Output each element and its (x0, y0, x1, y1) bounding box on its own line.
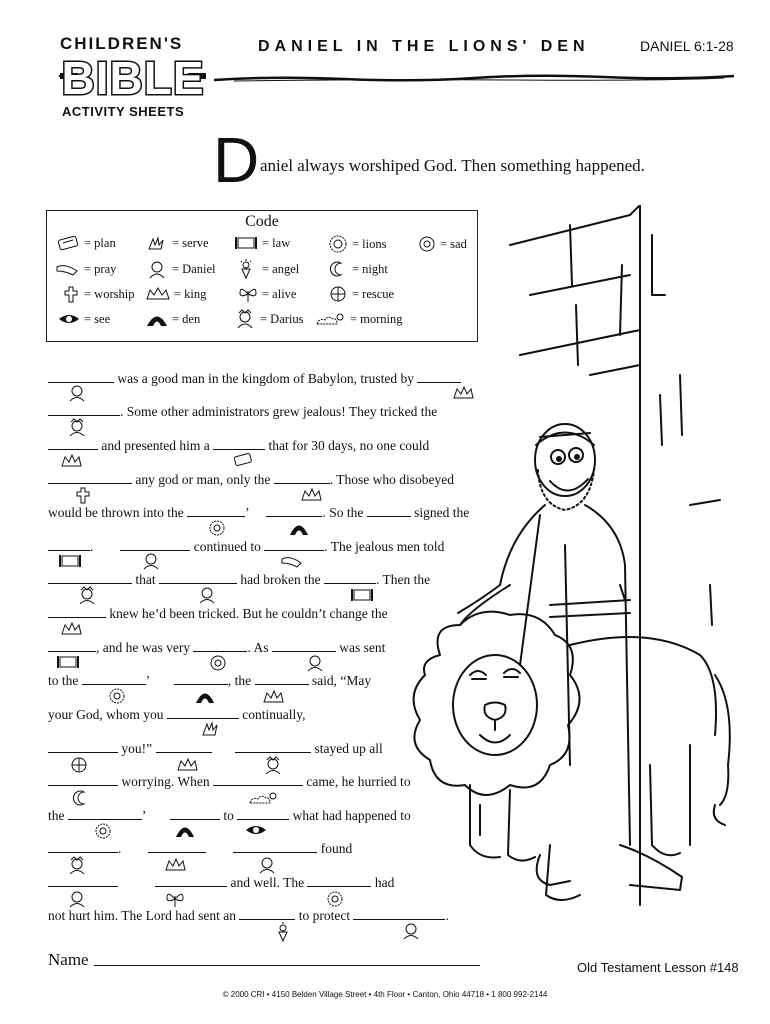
story-line-15 (48, 840, 352, 857)
answer-blank[interactable] (233, 840, 317, 853)
code-item-darius (233, 309, 304, 329)
intro-text: aniel always worshiped God. Then something happened. (260, 156, 645, 175)
alive-icon (164, 890, 186, 908)
code-item-worship (61, 285, 134, 303)
morning-icon (248, 790, 280, 806)
answer-blank[interactable] (255, 672, 309, 685)
answer-blank[interactable] (48, 639, 96, 652)
daniel-icon (66, 384, 88, 402)
story-line-17 (48, 907, 449, 924)
answer-blank[interactable] (148, 840, 206, 853)
story-text: what had happened to (289, 808, 411, 823)
code-item-serve (145, 235, 209, 251)
darius-icon (262, 756, 284, 774)
story-text: . (90, 539, 94, 554)
code-item-pray (55, 261, 116, 277)
answer-blank[interactable] (324, 571, 376, 584)
story-text: . The jealous men told (324, 539, 445, 554)
story-line-12 (48, 740, 383, 757)
law-icon (56, 654, 80, 670)
king-icon (176, 756, 198, 774)
code-item-rescue (327, 285, 394, 303)
story-text: to (220, 808, 238, 823)
rescue-icon (68, 756, 90, 774)
darius-icon (66, 856, 88, 874)
daniel-icon (304, 654, 326, 672)
story-text: . As (247, 640, 272, 655)
law-icon (233, 235, 259, 251)
rescue-icon (327, 285, 349, 303)
code-item-see (57, 311, 110, 327)
answer-blank[interactable] (170, 807, 220, 820)
daniel-lion-illustration (390, 205, 760, 925)
pray-icon (55, 261, 81, 277)
serve-icon (145, 235, 169, 251)
law-icon (58, 553, 82, 569)
story-text: ’ (245, 505, 250, 520)
den-icon (174, 822, 196, 838)
law-icon (350, 587, 374, 603)
answer-blank[interactable] (174, 672, 228, 685)
answer-blank[interactable] (237, 807, 289, 820)
answer-blank[interactable] (82, 672, 146, 685)
see-icon (244, 822, 268, 838)
code-item-king (145, 285, 206, 303)
sad-icon (208, 654, 228, 672)
lions-icon (106, 687, 128, 705)
den-icon (145, 311, 169, 327)
story-text: the (48, 808, 68, 823)
king-icon (60, 620, 82, 638)
see-icon (57, 311, 81, 327)
story-line-10 (48, 672, 371, 689)
story-text: . So the (322, 505, 367, 520)
code-label: = Daniel (172, 261, 216, 276)
plan-icon (55, 235, 81, 251)
darius-icon (233, 309, 257, 329)
alive-icon (237, 285, 259, 303)
answer-blank[interactable] (213, 773, 303, 786)
story-line-13 (48, 773, 411, 790)
answer-blank[interactable] (239, 907, 295, 920)
answer-blank[interactable] (48, 740, 118, 753)
answer-blank[interactable] (213, 437, 265, 450)
header-rule (214, 72, 734, 84)
logo-top-text: CHILDREN'S (60, 34, 184, 53)
code-item-alive (237, 285, 296, 303)
answer-blank[interactable] (235, 740, 311, 753)
story-text: was a good man in the kingdom of Babylon, trusted by (114, 371, 418, 386)
answer-blank[interactable] (120, 538, 190, 551)
name-label: Name (48, 950, 89, 969)
story-text: and well. The (227, 875, 308, 890)
intro-drop-cap: D (213, 124, 260, 196)
king-icon (262, 688, 284, 706)
code-item-daniel (145, 259, 216, 279)
answer-blank[interactable] (272, 639, 336, 652)
story-text: knew he’d been tricked. But he couldn’t change the (106, 606, 388, 621)
lions-icon (206, 519, 228, 537)
code-label: = worship (84, 286, 135, 301)
king-icon (60, 452, 82, 470)
answer-blank[interactable] (68, 807, 142, 820)
story-text: to the (48, 673, 82, 688)
daniel-icon (145, 259, 169, 279)
story-text: signed the (410, 505, 470, 520)
story-text: . Those who disobeyed (329, 472, 454, 487)
angel-icon (272, 922, 294, 942)
answer-blank[interactable] (156, 740, 212, 753)
story-text: continued to (190, 539, 265, 554)
lions-icon (324, 890, 346, 908)
answer-blank[interactable] (48, 538, 90, 551)
scripture-reference: DANIEL 6:1-28 (640, 38, 734, 54)
answer-blank[interactable] (48, 437, 98, 450)
answer-blank[interactable] (48, 773, 118, 786)
king-icon (145, 285, 171, 303)
story-text: not hurt him. The Lord had sent an (48, 908, 240, 923)
story-text: would be thrown into the (48, 505, 188, 520)
code-label: = pray (84, 261, 117, 276)
den-icon (288, 520, 310, 536)
code-label: = angel (262, 261, 300, 276)
story-text: . (445, 908, 449, 923)
darius-icon (66, 418, 88, 436)
answer-blank[interactable] (159, 571, 237, 584)
daniel-icon (256, 856, 278, 874)
lions-icon (327, 235, 349, 253)
answer-blank[interactable] (48, 840, 118, 853)
story-text: worrying. When (118, 774, 213, 789)
answer-blank[interactable] (155, 874, 227, 887)
answer-blank[interactable] (274, 471, 330, 484)
answer-blank[interactable] (48, 571, 132, 584)
code-label: = serve (172, 235, 209, 250)
lesson-number: Old Testament Lesson #148 (577, 960, 739, 975)
story-text: you!” (118, 741, 156, 756)
story-text: your God, whom you (48, 707, 167, 722)
answer-blank[interactable] (48, 605, 106, 618)
code-label: = Darius (260, 311, 304, 326)
logo-bottom-text: ACTIVITY SHEETS (62, 104, 185, 119)
story-text: found (317, 841, 353, 856)
story-text: was sent (335, 640, 386, 655)
answer-blank[interactable] (193, 639, 247, 652)
daniel-icon (66, 890, 88, 908)
code-label: = king (174, 286, 207, 301)
angel-icon (233, 259, 259, 279)
story-text: to protect (295, 908, 354, 923)
story-text: that (132, 572, 159, 587)
king-icon (164, 856, 186, 874)
answer-blank[interactable] (307, 874, 371, 887)
story-line-6 (48, 538, 444, 555)
code-label: = law (262, 235, 291, 250)
story-text: , and he was very (96, 640, 194, 655)
den-icon (194, 688, 216, 704)
story-text: ’ (141, 808, 147, 823)
morning-icon (315, 311, 347, 327)
story-text: that for 30 days, no one could (265, 438, 430, 453)
story-text: said, “May (308, 673, 372, 688)
footer-copyright: © 2000 CRI • 4150 Belden Village Street • 4th Floor • Canton, Ohio 44718 • 1 800 992-2144 (222, 990, 548, 999)
story-text: . (118, 841, 122, 856)
serve-icon (200, 720, 222, 738)
code-item-den (145, 311, 200, 327)
story-text: came, he hurried to (302, 774, 411, 789)
pray-icon (280, 553, 304, 569)
code-label: = plan (84, 235, 116, 250)
code-label: = alive (262, 286, 297, 301)
code-item-night (327, 261, 388, 277)
story-line-8 (48, 605, 388, 622)
story-text: stayed up all (311, 741, 383, 756)
story-text: continually, (238, 707, 306, 722)
code-label: = night (352, 261, 388, 276)
story-text: , the (227, 673, 255, 688)
answer-blank[interactable] (48, 874, 118, 887)
daniel-icon (140, 552, 162, 570)
story-text: . Then the (375, 572, 431, 587)
code-label: = rescue (352, 286, 395, 301)
night-icon (70, 790, 92, 806)
story-line-2 (48, 403, 437, 420)
code-label: = sad (440, 236, 467, 251)
answer-blank[interactable] (187, 504, 245, 517)
answer-blank[interactable] (48, 370, 114, 383)
answer-blank[interactable] (167, 706, 239, 719)
lions-icon (92, 822, 114, 840)
story-line-11 (48, 706, 306, 723)
code-item-lions (327, 235, 387, 253)
darius-icon (76, 586, 98, 604)
story-text: had broken the (237, 572, 324, 587)
story-line-7 (48, 571, 430, 588)
story-text: . Some other administrators grew jealous! They tricked the (120, 404, 438, 419)
code-title: Code (245, 213, 279, 230)
story-text: ’ (145, 673, 151, 688)
answer-blank[interactable] (266, 504, 322, 517)
page-title: DANIEL IN THE LIONS' DEN (258, 38, 590, 55)
code-item-angel (233, 259, 299, 279)
code-label: = den (172, 311, 201, 326)
night-icon (327, 261, 349, 277)
daniel-icon (196, 586, 218, 604)
story-text: any god or man, only the (132, 472, 274, 487)
story-text: had (371, 875, 395, 890)
worship-icon (74, 486, 92, 504)
name-input-line[interactable] (94, 965, 480, 966)
answer-blank[interactable] (264, 538, 324, 551)
story-text: and presented him a (98, 438, 214, 453)
code-item-plan (55, 235, 116, 251)
code-label: = lions (352, 236, 387, 251)
king-icon (300, 486, 322, 504)
code-label: = see (84, 311, 111, 326)
code-label: = morning (350, 311, 403, 326)
answer-blank[interactable] (48, 403, 120, 416)
worship-icon (61, 285, 81, 303)
story-line-16 (48, 874, 394, 891)
logo-main-text: BIBLE (61, 52, 205, 102)
bible-logo (58, 50, 208, 102)
code-item-law (233, 235, 290, 251)
plan-icon (232, 452, 254, 468)
answer-blank[interactable] (48, 471, 132, 484)
